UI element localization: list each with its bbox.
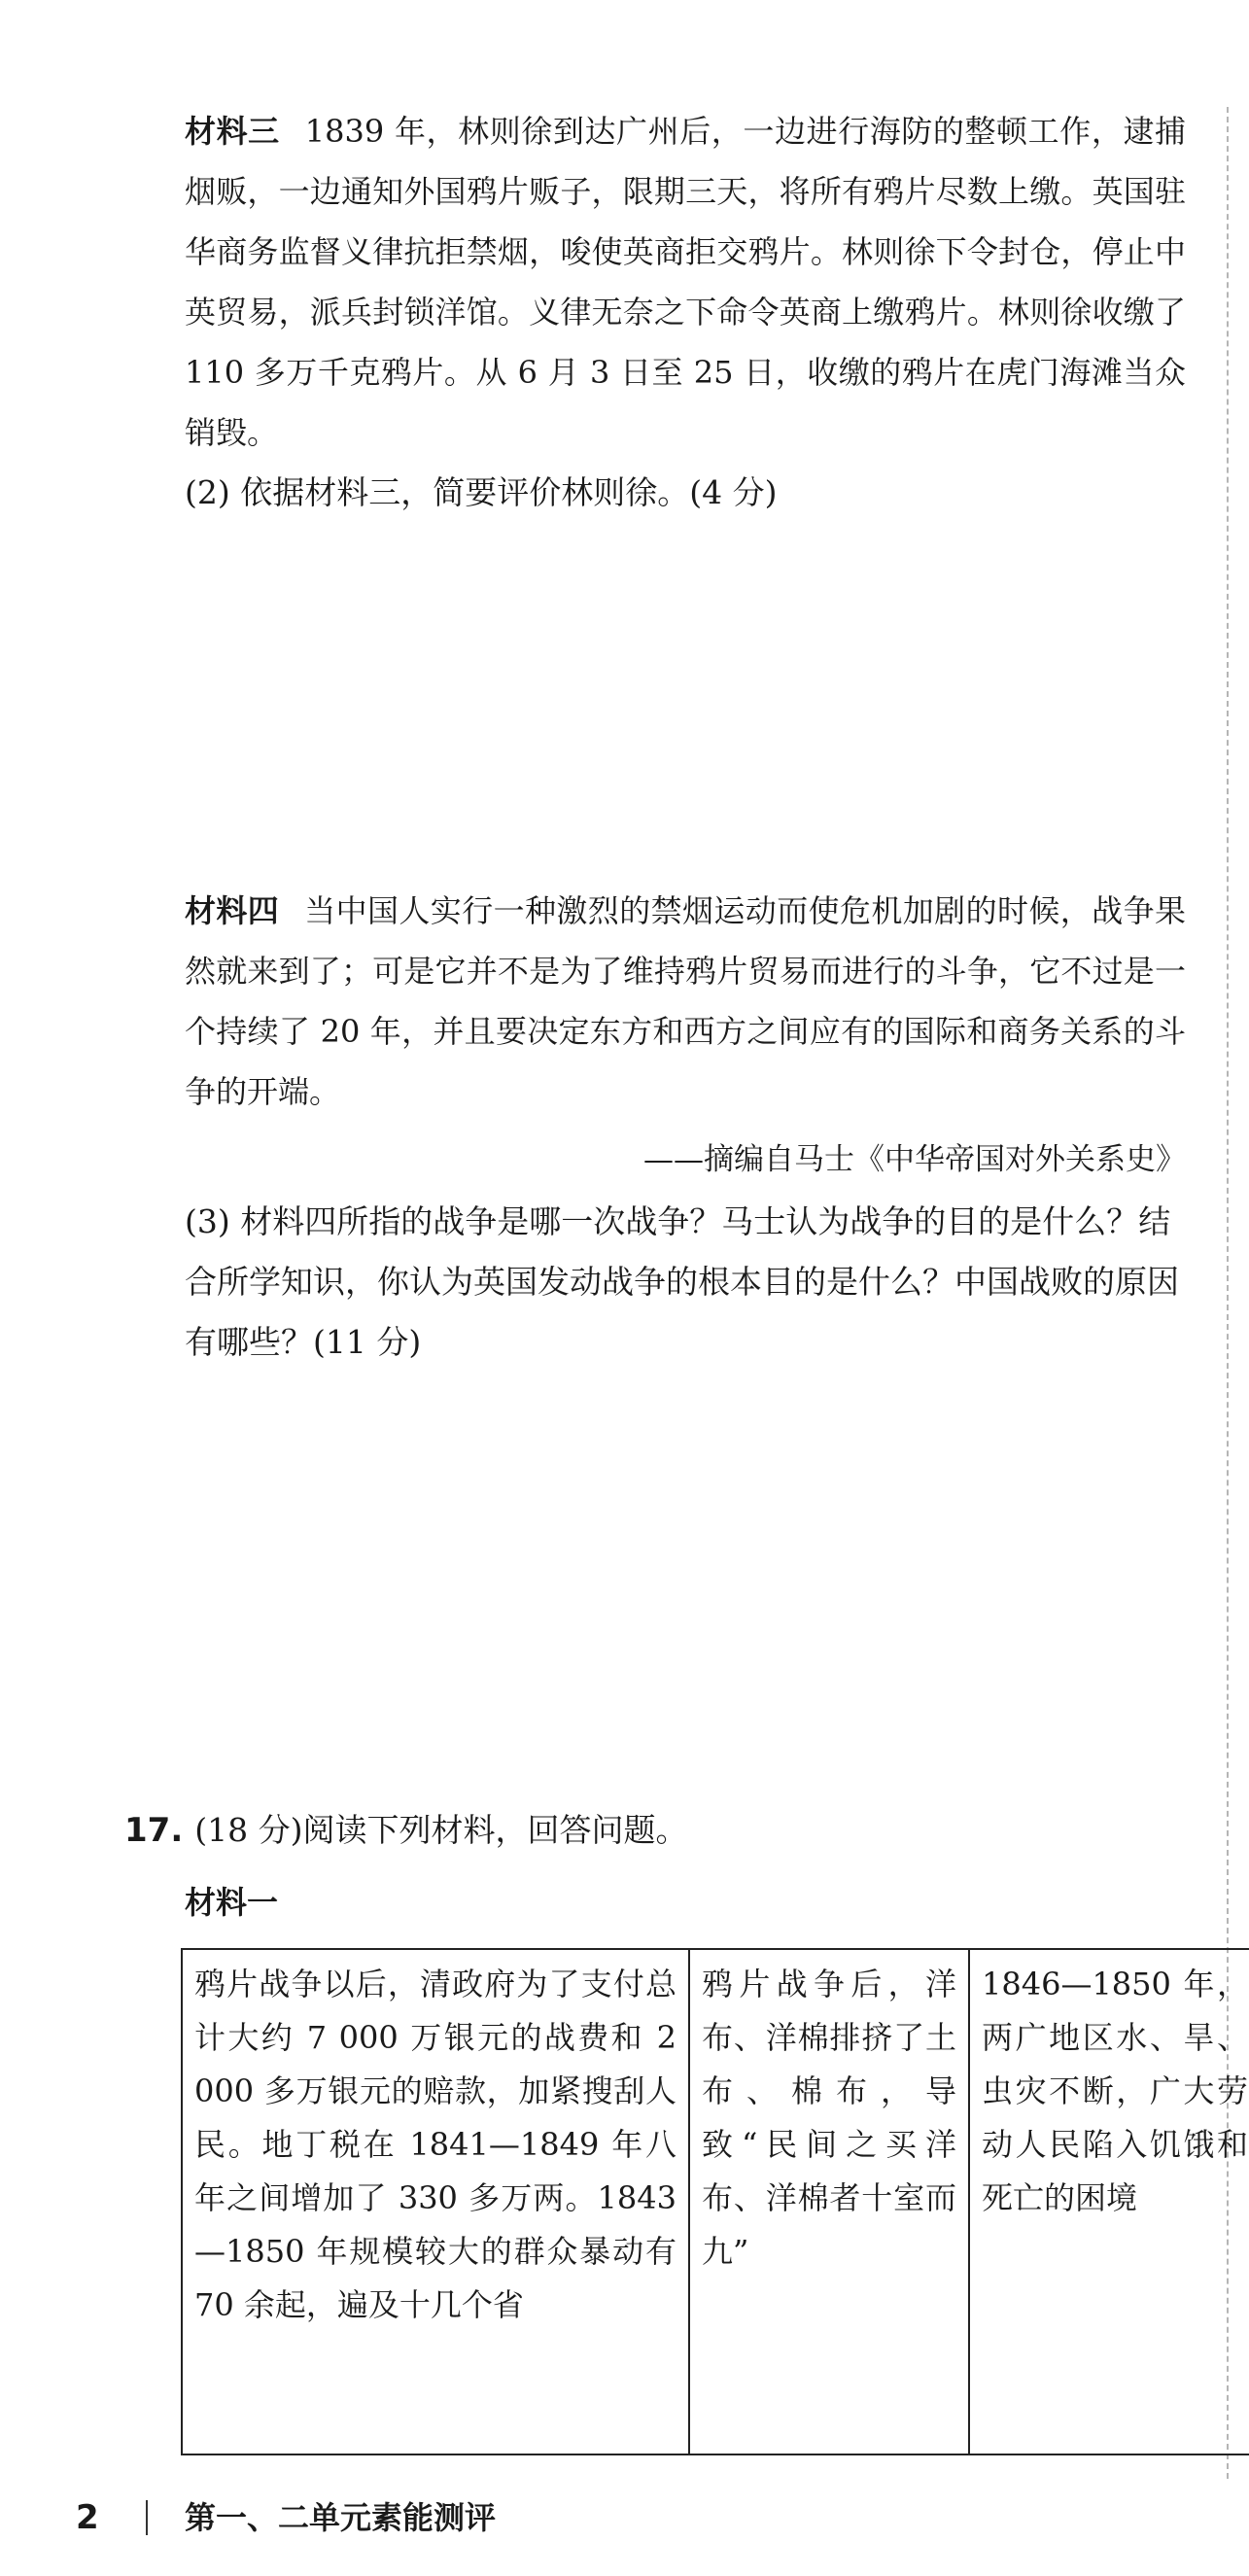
- material-three-label: 材料三: [185, 113, 280, 150]
- footer-title: 第一、二单元素能测评: [185, 2499, 497, 2536]
- table-cell-disasters: 1846—1850 年，两广地区水、旱、虫灾不断，广大劳动人民陷入饥饿和死亡的困境: [969, 1949, 1249, 2454]
- question-seventeen-text: (18 分)阅读下列材料，回答问题。: [194, 1811, 688, 1849]
- page-number: 2: [76, 2498, 99, 2537]
- question-seventeen: [124, 1803, 687, 1858]
- table-cell-tax: 鸦片战争以后，清政府为了支付总计大约 7 000 万银元的战费和 2 000 多万银元的赔款，加紧搜刮人民。地丁税在 1841—1849 年八年之间增加了 330 多万两。1843—1850 年规模较大的群众暴动有 70 余起，遍及十几个省: [182, 1949, 689, 2454]
- material-one-table: [181, 1948, 1249, 2455]
- material-three: [185, 101, 1186, 463]
- question-two: (2) 依据材料三，简要评价林则徐。(4 分): [185, 473, 778, 511]
- material-three-text: 1839 年，林则徐到达广州后，一边进行海防的整顿工作，逮捕烟贩，一边通知外国鸦片贩子，限期三天，将所有鸦片尽数上缴。英国驻华商务监督义律抗拒禁烟，唆使英商拒交鸦片。林则徐下令封仓，停止中英贸易，派兵封锁洋馆。义律无奈之下命令英商上缴鸦片。林则徐收缴了 110 多万千克鸦片。从 6 月 3 日至 25 日，收缴的鸦片在虎门海滩当众销毁。: [185, 113, 1186, 451]
- material-four-source: ——摘编自马士《中华帝国对外关系史》: [643, 1142, 1186, 1177]
- question-three: (3) 材料四所指的战争是哪一次战争？马士认为战争的目的是什么？结合所学知识，你认为英国发动战争的根本目的是什么？中国战败的原因有哪些？(11 分): [185, 1202, 1179, 1361]
- table-row: [182, 1949, 1249, 2454]
- material-four-label: 材料四: [185, 892, 280, 929]
- question-seventeen-number: 17.: [124, 1811, 184, 1850]
- material-four-text: 当中国人实行一种激烈的禁烟运动而使危机加剧的时候，战争果然就来到了；可是它并不是为了维持鸦片贸易而进行的斗争，它不过是一个持续了 20 年，并且要决定东方和西方之间应有的国际和商务关系的斗争的开端。: [185, 892, 1186, 1110]
- table-cell-foreign-cloth: 鸦片战争后，洋布、洋棉排挤了土布、棉布，导致“民间之买洋布、洋棉者十室而九”: [689, 1949, 969, 2454]
- footer-divider: [146, 2500, 148, 2535]
- material-four: [185, 881, 1186, 1122]
- material-one-label: 材料一: [185, 1884, 279, 1921]
